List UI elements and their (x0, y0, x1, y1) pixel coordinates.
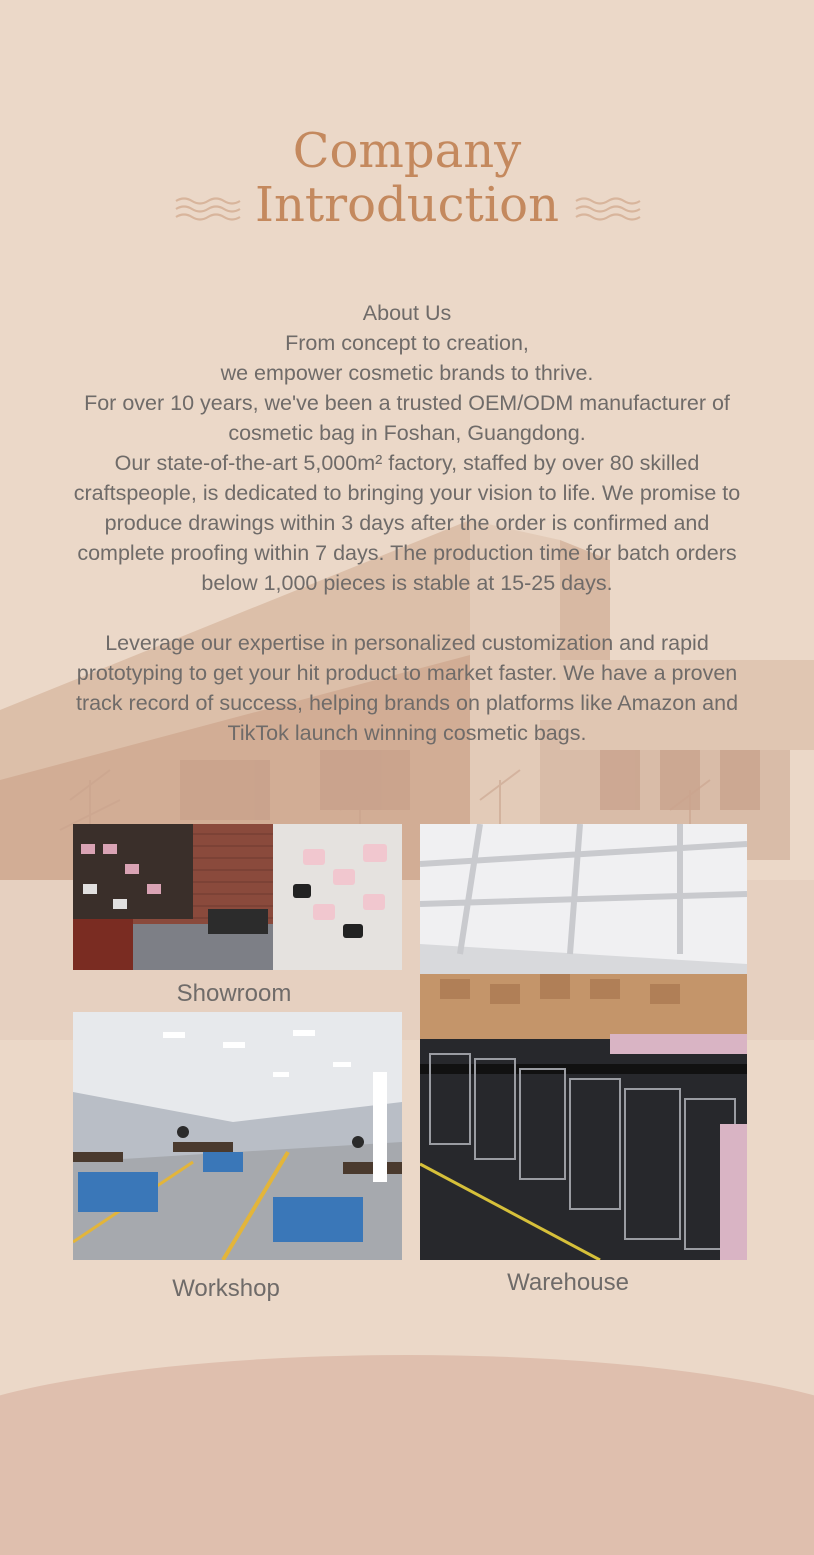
wave-decoration-icon (575, 196, 641, 222)
page-title-line-1: Company (292, 123, 522, 179)
warehouse-caption: Warehouse (507, 1269, 629, 1296)
wave-decoration-icon (175, 196, 241, 222)
bottom-arc-decoration (0, 1355, 814, 1555)
page-title-line-2: Introduction (255, 177, 559, 233)
workshop-photo (73, 1012, 402, 1260)
about-factory: Our state-of-the-art 5,000m² factory, staffed by over 80 skilled craftspeople, is dedicated to bringing your vision to life. We promise to produce drawings within 3 days after the order is confirmed and complete proofing within 7 days. The production time for batch orders below 1,000 pieces is stable at 15-25 days. (73, 451, 741, 595)
warehouse-photo (420, 824, 747, 1260)
showroom-caption: Showroom (176, 980, 292, 1007)
about-heading: About Us (362, 301, 452, 325)
about-expertise: Leverage our expertise in personalized customization and rapid prototyping to get your hit product to market faster. We have a proven track record of success, helping brands on platforms like Amazon and TikTok launch winning cosmetic bags. (75, 631, 739, 745)
workshop-caption: Workshop (172, 1275, 280, 1302)
showroom-photo (73, 824, 402, 970)
about-history: For over 10 years, we've been a trusted OEM/ODM manufacturer of cosmetic bag in Foshan, Guangdong. (84, 391, 730, 445)
about-section (60, 298, 754, 748)
about-tagline-2: we empower cosmetic brands to thrive. (220, 361, 594, 385)
about-tagline-1: From concept to creation, (285, 331, 529, 355)
